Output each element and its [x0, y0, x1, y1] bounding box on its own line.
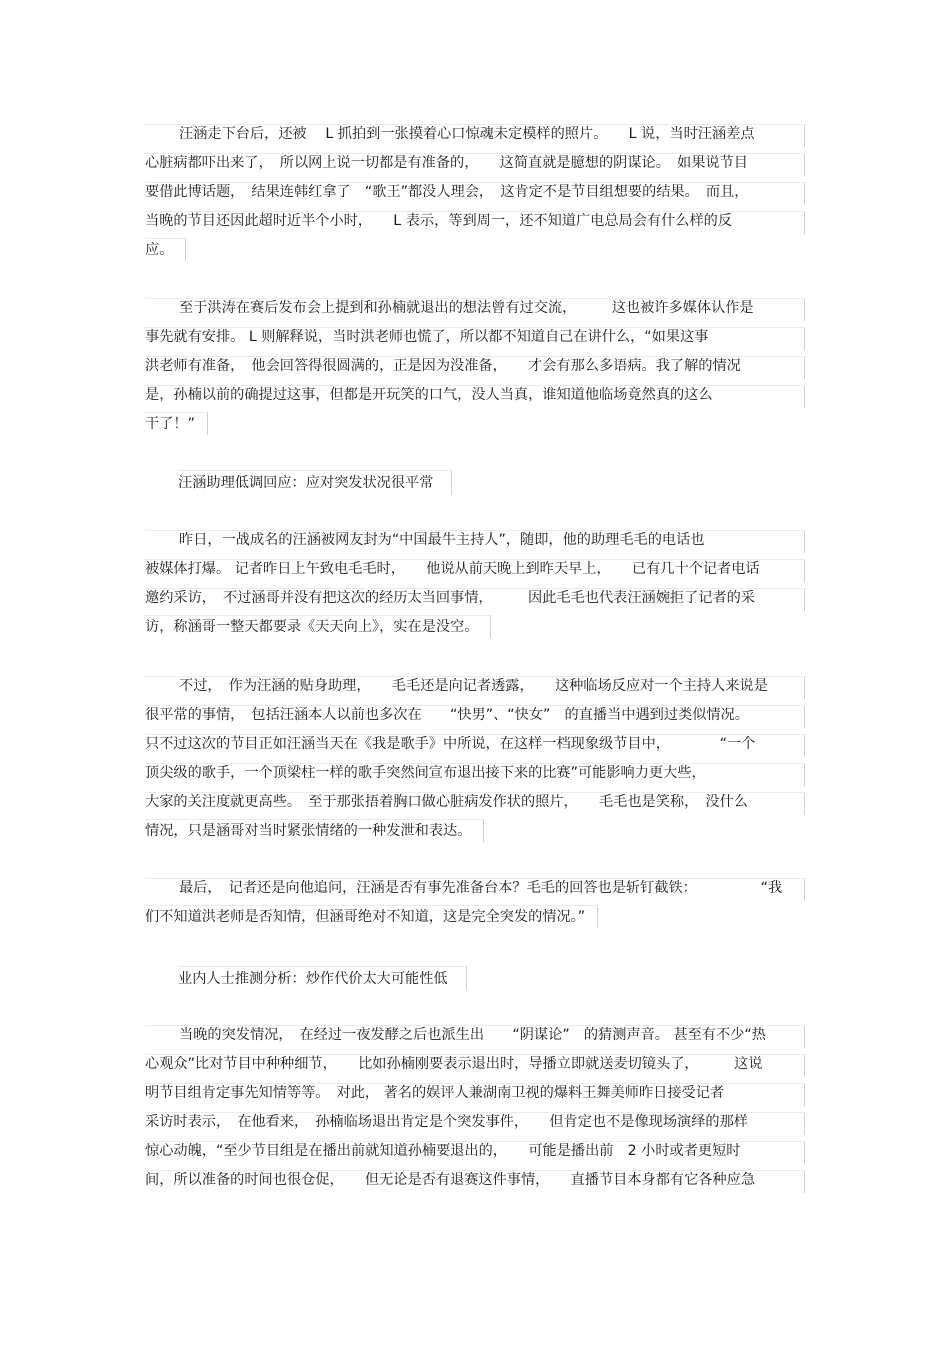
text-line: 间，所以准备的时间也很仓促， 但无论是否有退赛这件事情， 直播节目本身都有它各种应急 — [145, 1166, 805, 1195]
text-line: 最后， 记者还是向他追问，汪涵是否有事先准备台本？毛毛的回答也是斩钉截铁： “我 — [145, 874, 805, 903]
text-line: 采访时表示， 在他看来， 孙楠临场退出肯定是个突发事件， 但肯定也不是像现场演绎的那样 — [145, 1108, 805, 1137]
text-line: 当晚的突发情况， 在经过一夜发酵之后也派生出 “阴谋论” 的猜测声音。 甚至有不少“热 — [145, 1021, 805, 1050]
text-line: 要借此博话题， 结果连韩红拿了 “歌王”都没人理会， 这肯定不是节目组想要的结果。 而且， — [145, 178, 805, 207]
paragraph-6 — [145, 1021, 805, 1195]
text-line: 顶尖级的歌手，一个顶梁柱一样的歌手突然间宣布退出接下来的比赛”可能影响力更大些， — [145, 759, 805, 788]
text-line: 至于洪涛在赛后发布会上提到和孙楠就退出的想法曾有过交流， 这也被许多媒体认作是 — [145, 294, 805, 323]
text-line: 洪老师有准备， 他会回答得很圆满的，正是因为没准备， 才会有那么多语病。我了解的情况 — [145, 352, 805, 381]
paragraph-1 — [145, 120, 805, 265]
text-line: 邀约采访， 不过涵哥并没有把这次的经历太当回事情， 因此毛毛也代表汪涵婉拒了记者的采 — [145, 584, 805, 613]
paragraph-3 — [145, 526, 805, 642]
text-line: 事先就有安排。 L 则解释说，当时洪老师也慌了，所以都不知道自己在讲什么，“如果这事 — [145, 323, 805, 352]
text-line: 不过， 作为汪涵的贴身助理， 毛毛还是向记者透露， 这种临场反应对一个主持人来说是 — [145, 672, 805, 701]
text-line: 当晚的节目还因此超时近半个小时， L 表示，等到周一，还不知道广电总局会有什么样的反 — [145, 207, 805, 236]
text-line: 昨日，一战成名的汪涵被网友封为“中国最牛主持人”，随即，他的助理毛毛的电话也 — [145, 526, 805, 555]
section-heading: 汪涵助理低调回应：应对突发状况很平常 — [178, 470, 452, 495]
paragraph-5 — [145, 874, 805, 932]
text-line: 情况，只是涵哥对当时紧张情绪的一种发泄和表达。 — [145, 817, 805, 846]
text-line: 是，孙楠以前的确提过这事，但都是开玩笑的口气，没人当真，谁知道他临场竟然真的这么 — [145, 381, 805, 410]
text-line: 心观众”比对节目中种种细节， 比如孙楠刚要表示退出时，导播立即就送麦切镜头了， 这说 — [145, 1050, 805, 1079]
text-line: 干了！” — [145, 410, 805, 439]
section-heading: 业内人士推测分析：炒作代价太大可能性低 — [178, 966, 467, 991]
paragraph-2 — [145, 294, 805, 439]
text-line: 被媒体打爆。 记者昨日上午致电毛毛时， 他说从前天晚上到昨天早上， 已有几十个记者电话 — [145, 555, 805, 584]
text-line: 心脏病都吓出来了， 所以网上说一切都是有准备的， 这简直就是臆想的阴谋论。 如果说节目 — [145, 149, 805, 178]
text-line: 大家的关注度就更高些。 至于那张捂着胸口做心脏病发作状的照片， 毛毛也是笑称， 没什么 — [145, 788, 805, 817]
text-line: 汪涵走下台后，还被 L 抓拍到一张摸着心口惊魂未定模样的照片。 L 说，当时汪涵差点 — [145, 120, 805, 149]
text-line: 应。 — [145, 236, 805, 265]
text-line: 访，称涵哥一整天都要录《天天向上》，实在是没空。 — [145, 613, 805, 642]
paragraph-4 — [145, 672, 805, 846]
text-line: 明节目组肯定事先知情等等。 对此， 著名的娱评人兼湖南卫视的爆料王舞美师昨日接受记者 — [145, 1079, 805, 1108]
text-line: 们不知道洪老师是否知情，但涵哥绝对不知道，这是完全突发的情况。” — [145, 903, 805, 932]
text-line: 很平常的事情， 包括汪涵本人以前也多次在 “快男”、“快女” 的直播当中遇到过类似情况。 — [145, 701, 805, 730]
text-line: 惊心动魄，“至少节目组是在播出前就知道孙楠要退出的， 可能是播出前 2 小时或者更短时 — [145, 1137, 805, 1166]
text-line: 只不过这次的节目正如汪涵当天在《我是歌手》中所说，在这样一档现象级节目中， “一个 — [145, 730, 805, 759]
